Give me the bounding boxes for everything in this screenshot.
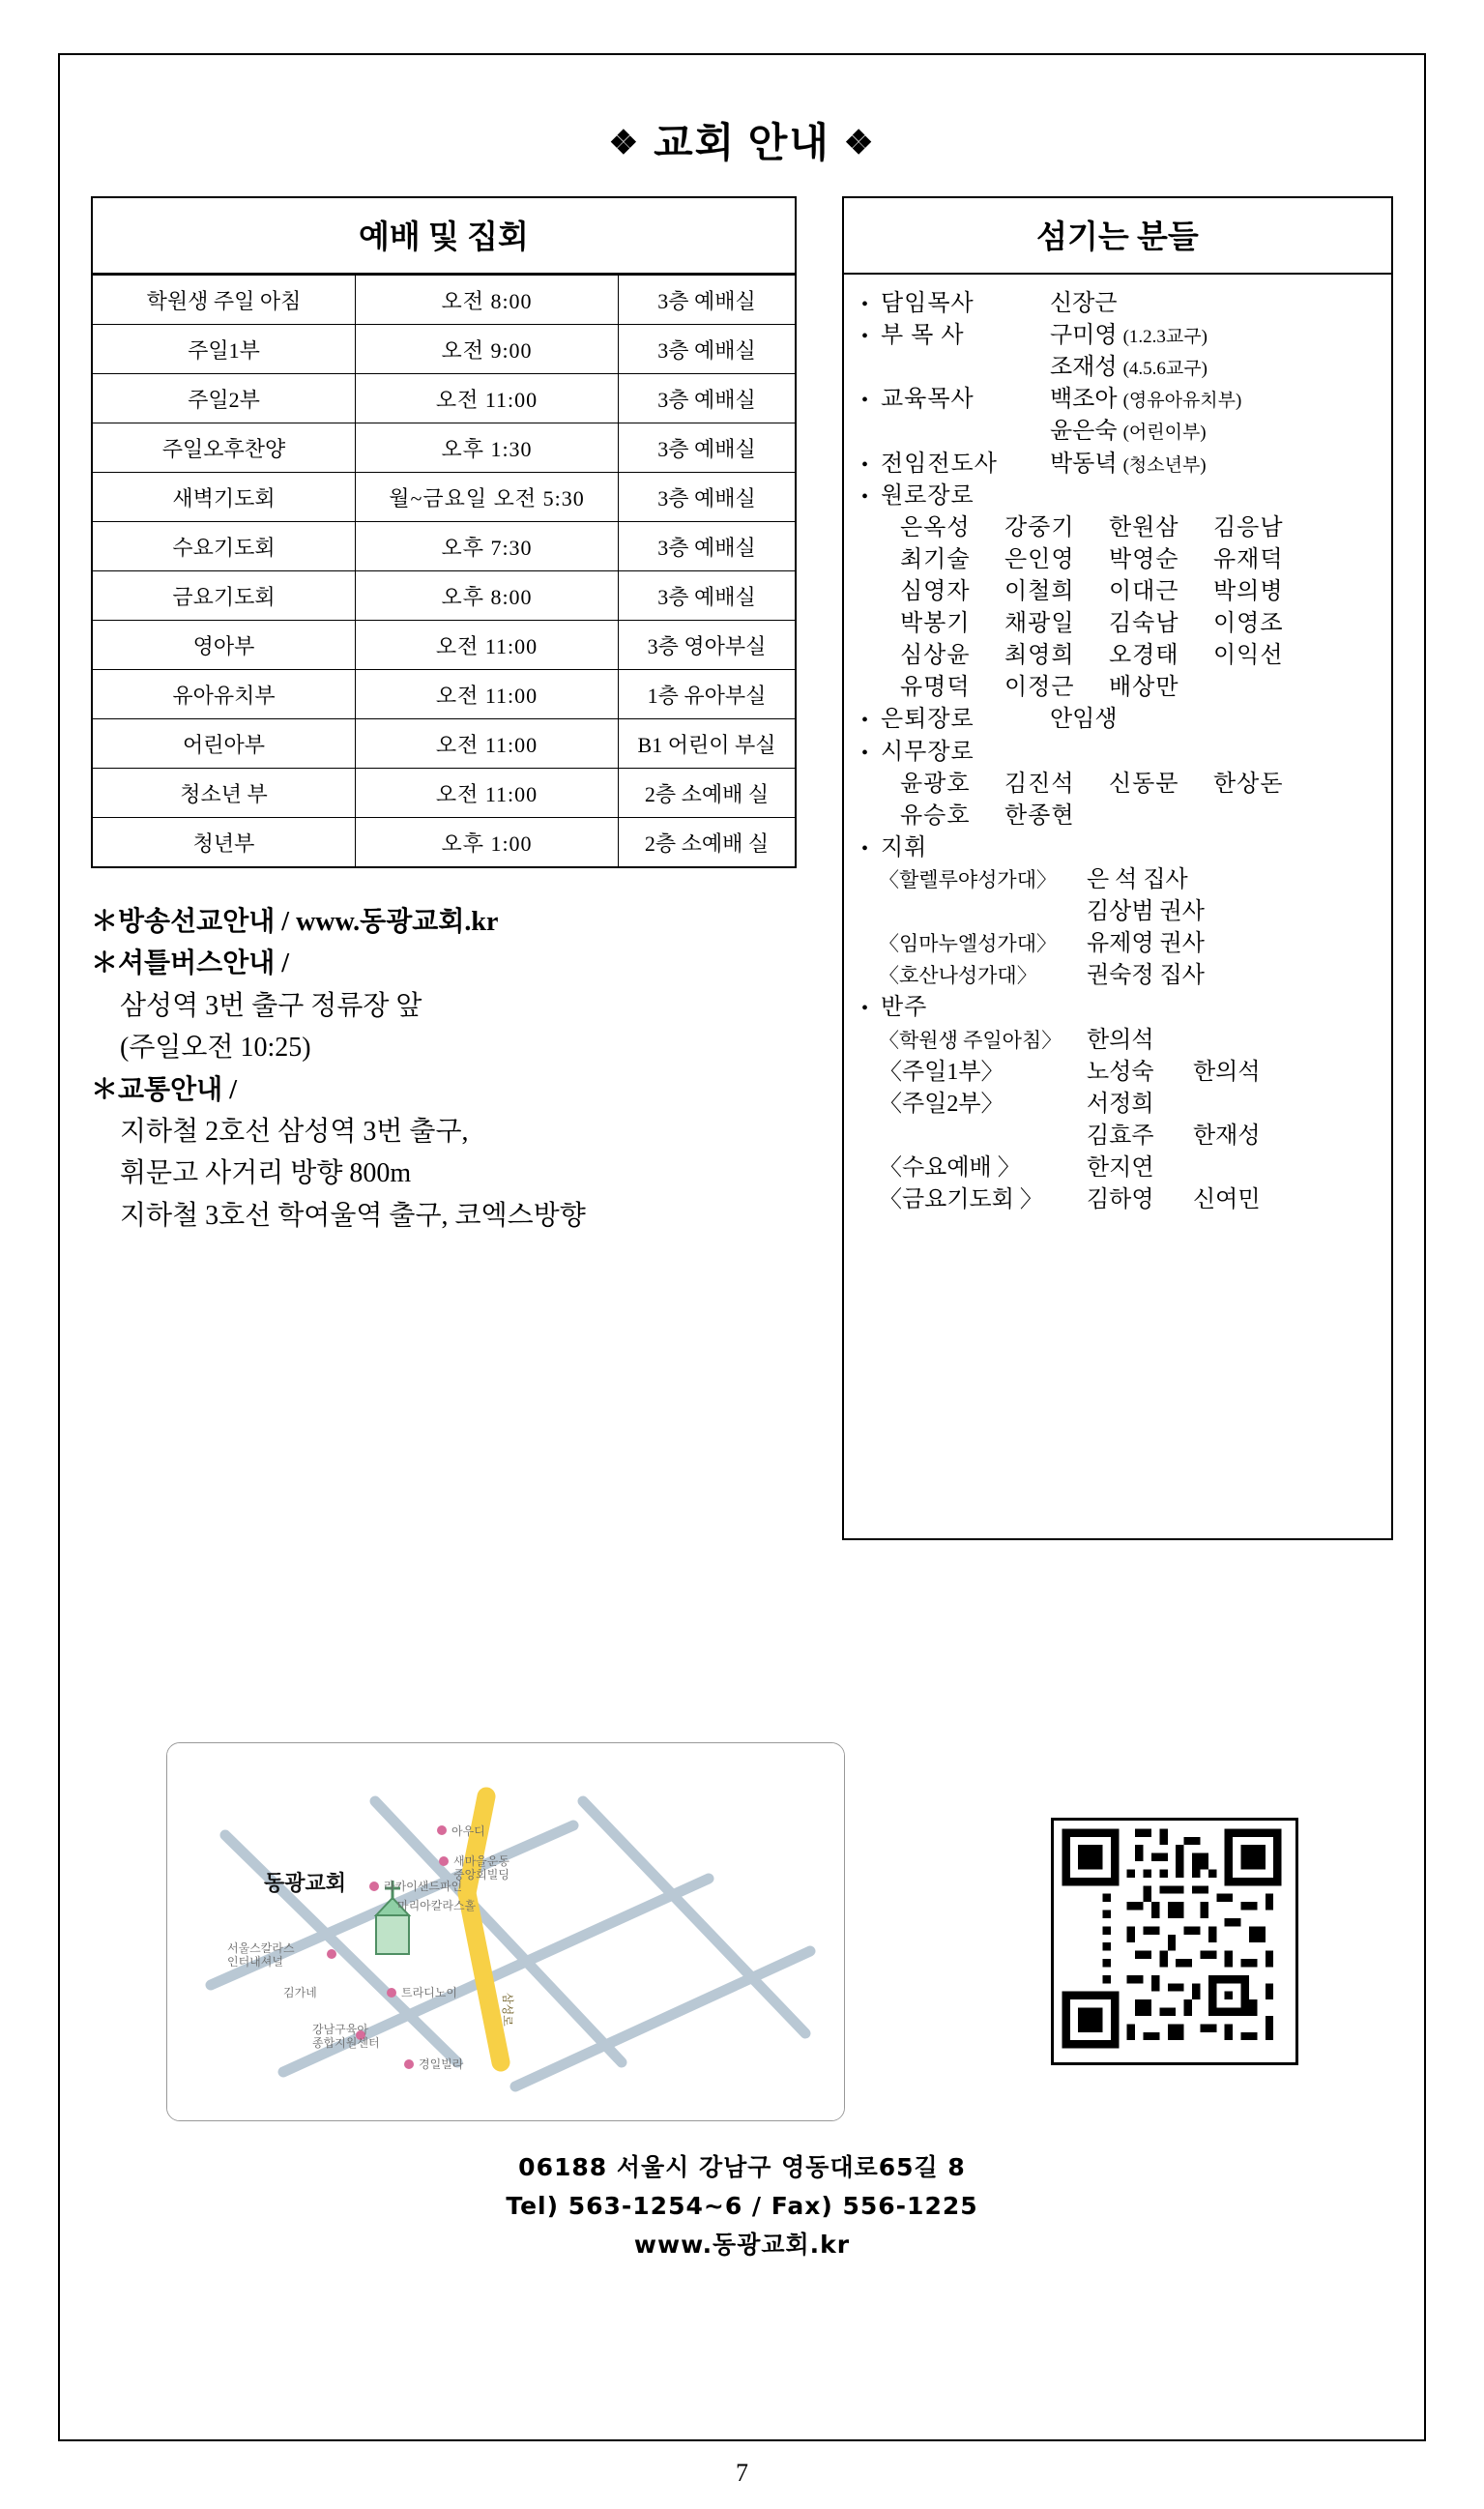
accompanist-name-2: 한의석 bbox=[1193, 1059, 1261, 1085]
elder-name: 오경태 bbox=[1109, 643, 1179, 669]
address-line: 06188 서울시 강남구 영동대로65길 8 bbox=[518, 2153, 966, 2181]
schedule-name: 영아부 bbox=[93, 621, 356, 670]
accompanist-name-1: 서정희 bbox=[1087, 1091, 1154, 1117]
notes-section bbox=[91, 901, 797, 1237]
schedule-name: 주일2부 bbox=[93, 374, 356, 423]
accompanist-name bbox=[1087, 1057, 1374, 1089]
schedule-time: 오전 11:00 bbox=[356, 670, 619, 719]
elder-name: 박의병 bbox=[1213, 578, 1284, 604]
schedule-place: 3층 예배실 bbox=[619, 325, 796, 374]
map-poi-label: 김가네 bbox=[283, 1986, 317, 1999]
accompanist-name-1: 김하영 bbox=[1087, 1187, 1154, 1213]
qr-code-svg bbox=[1054, 1821, 1290, 2057]
servant-row bbox=[861, 416, 1374, 448]
bullet-icon: • bbox=[861, 294, 869, 315]
accompanist-name-2: 한재성 bbox=[1193, 1123, 1261, 1149]
retired-elder-label: 은퇴장로 bbox=[881, 707, 975, 733]
schedule-name: 청소년 부 bbox=[93, 769, 356, 818]
servant-role: 교육목사 bbox=[881, 387, 975, 413]
servant-row bbox=[861, 320, 1374, 352]
schedule-time: 오후 7:30 bbox=[356, 522, 619, 571]
table-row bbox=[93, 719, 795, 769]
note-transit-walk: 휘문고 사거리 방향 800m bbox=[120, 1158, 412, 1189]
elder-name: 은인영 bbox=[1004, 546, 1075, 572]
elder-name: 윤광호 bbox=[900, 771, 971, 797]
serving-elders-label: 시무장로 bbox=[881, 739, 975, 765]
map-poi-label: 종합지원센터 bbox=[312, 2036, 380, 2050]
servant-name bbox=[1050, 449, 1374, 481]
servant-name bbox=[1050, 384, 1374, 416]
conductor-name: 은 석 집사 bbox=[1087, 866, 1188, 892]
qr-code[interactable] bbox=[1051, 1818, 1298, 2065]
schedule-name: 유아유치부 bbox=[93, 670, 356, 719]
schedule-heading: 예배 및 집회 bbox=[93, 198, 795, 275]
schedule-place: 3층 예배실 bbox=[619, 374, 796, 423]
bullet-icon: • bbox=[861, 453, 869, 476]
servant-role: 전임전도사 bbox=[881, 451, 998, 477]
servant-note: (어린이부) bbox=[1122, 423, 1207, 444]
map-poi-label: 중앙회빌딩 bbox=[453, 1868, 509, 1882]
servant-row bbox=[861, 384, 1374, 416]
serving-elders-row bbox=[861, 737, 1374, 769]
bullet-icon: • bbox=[861, 485, 869, 508]
elder-name: 김진석 bbox=[1004, 771, 1075, 797]
table-row bbox=[93, 769, 795, 818]
bottom-section bbox=[60, 1742, 1424, 2168]
table-row bbox=[93, 571, 795, 621]
schedule-time: 오전 11:00 bbox=[356, 374, 619, 423]
accompanists-label: 반주 bbox=[881, 995, 928, 1021]
elder-name: 채광일 bbox=[1004, 611, 1075, 637]
map-poi-label: 인터내셔널 bbox=[227, 1955, 283, 1969]
elder-name: 이영조 bbox=[1213, 611, 1284, 637]
map-poi-label: 마리아칼라스홀 bbox=[397, 1899, 477, 1912]
accompanist-name-1: 한지연 bbox=[1087, 1154, 1154, 1181]
servant-name-text: 윤은숙 bbox=[1050, 419, 1118, 445]
right-column bbox=[842, 196, 1393, 1540]
note-broadcast: ＊방송선교안내 / www.동광교회.kr bbox=[91, 907, 499, 937]
schedule-name: 주일1부 bbox=[93, 325, 356, 374]
servants-body bbox=[844, 275, 1391, 1216]
conductor-entry bbox=[861, 864, 1374, 896]
elder-name: 심상윤 bbox=[900, 643, 971, 669]
servant-name-text: 백조아 bbox=[1050, 387, 1118, 413]
bullet-icon: • bbox=[861, 998, 869, 1020]
choir-name: 〈호산나성가대〉 bbox=[879, 964, 1037, 988]
bullet-icon: • bbox=[861, 710, 869, 732]
accompanist-name bbox=[1087, 1184, 1374, 1216]
table-row bbox=[93, 818, 795, 867]
schedule-name: 주일오후찬양 bbox=[93, 423, 356, 473]
table-row bbox=[93, 423, 795, 473]
website-line: www.동광교회.kr bbox=[633, 2231, 851, 2259]
servant-note: (1.2.3교구) bbox=[1122, 327, 1208, 348]
schedule-time: 월~금요일 오전 5:30 bbox=[356, 473, 619, 522]
table-row bbox=[93, 276, 795, 325]
schedule-place: 2층 소예배 실 bbox=[619, 769, 796, 818]
map-poi-label: 아우디 bbox=[451, 1824, 485, 1838]
accompanists-row bbox=[861, 992, 1374, 1024]
elder-name: 한원삼 bbox=[1109, 514, 1179, 540]
serving-elders-line bbox=[861, 769, 1374, 801]
diamond-icon-right: ❖ bbox=[843, 126, 876, 161]
servant-role: 부 목 사 bbox=[881, 323, 965, 349]
schedule-time: 오전 11:00 bbox=[356, 719, 619, 769]
schedule-place: 3층 예배실 bbox=[619, 473, 796, 522]
table-row bbox=[93, 325, 795, 374]
service-name: 〈주일1부〉 bbox=[879, 1059, 1004, 1085]
servants-box bbox=[842, 196, 1393, 1540]
accompanist-entry bbox=[861, 1121, 1374, 1152]
elders-emeritus-line bbox=[861, 544, 1374, 576]
schedule-place: 3층 예배실 bbox=[619, 571, 796, 621]
map-poi-label: 경일빌라 bbox=[419, 2057, 464, 2071]
conductors-label: 지휘 bbox=[881, 834, 928, 861]
schedule-time: 오전 8:00 bbox=[356, 276, 619, 325]
location-map[interactable] bbox=[166, 1742, 845, 2121]
bullet-icon: • bbox=[861, 326, 869, 348]
schedule-time: 오후 1:30 bbox=[356, 423, 619, 473]
schedule-name: 청년부 bbox=[93, 818, 356, 867]
servant-name bbox=[1050, 320, 1374, 352]
service-name: 〈주일2부〉 bbox=[879, 1091, 1004, 1117]
elder-name: 박영순 bbox=[1109, 546, 1179, 572]
table-row bbox=[93, 670, 795, 719]
conductor-entry bbox=[861, 896, 1374, 928]
elder-name: 유명덕 bbox=[900, 675, 971, 701]
schedule-time: 오후 1:00 bbox=[356, 818, 619, 867]
note-transit-line2: 지하철 2호선 삼성역 3번 출구, bbox=[120, 1116, 469, 1147]
schedule-place: 3층 영아부실 bbox=[619, 621, 796, 670]
map-poi-label: 강남구육아 bbox=[312, 2023, 368, 2036]
servant-role: 담임목사 bbox=[881, 291, 975, 316]
accompanist-entry bbox=[861, 1184, 1374, 1216]
schedule-name: 금요기도회 bbox=[93, 571, 356, 621]
note-transit-line3: 지하철 3호선 학여울역 출구, 코엑스방향 bbox=[120, 1200, 586, 1231]
accompanist-name-1: 한의석 bbox=[1087, 1027, 1154, 1053]
elder-name: 박봉기 bbox=[900, 611, 971, 637]
elder-name: 최기술 bbox=[900, 546, 971, 572]
servants-heading: 섬기는 분들 bbox=[844, 198, 1391, 275]
elder-name: 한종현 bbox=[1004, 802, 1075, 829]
schedule-name: 어린아부 bbox=[93, 719, 356, 769]
accompanist-name bbox=[1087, 1152, 1374, 1184]
servant-name-text: 구미영 bbox=[1050, 323, 1118, 349]
schedule-box bbox=[91, 196, 797, 868]
elders-emeritus-line bbox=[861, 512, 1374, 544]
schedule-table bbox=[93, 275, 795, 866]
schedule-name: 수요기도회 bbox=[93, 522, 356, 571]
service-name: 〈학원생 주일아침〉 bbox=[879, 1028, 1062, 1052]
accompanist-name-1: 노성숙 bbox=[1087, 1059, 1154, 1085]
schedule-place: 3층 예배실 bbox=[619, 276, 796, 325]
table-row bbox=[93, 374, 795, 423]
conductor-name: 권숙정 집사 bbox=[1087, 963, 1205, 989]
servant-note: (영유아유치부) bbox=[1122, 391, 1242, 412]
bullet-icon: • bbox=[861, 390, 869, 412]
table-row bbox=[93, 522, 795, 571]
elder-name: 유승호 bbox=[900, 802, 971, 829]
elder-name: 신동문 bbox=[1109, 771, 1179, 797]
accompanist-name-2: 신여민 bbox=[1193, 1187, 1261, 1213]
retired-elder-name: 안임생 bbox=[1050, 707, 1118, 733]
schedule-place: 1층 유아부실 bbox=[619, 670, 796, 719]
diamond-icon-left: ❖ bbox=[608, 126, 641, 161]
map-svg bbox=[167, 1743, 844, 2120]
phone-line: Tel) 563-1254~6 / Fax) 556-1225 bbox=[506, 2192, 978, 2220]
schedule-name: 학원생 주일 아침 bbox=[93, 276, 356, 325]
note-shuttle-time: (주일오전 10:25) bbox=[120, 1033, 311, 1064]
schedule-time: 오후 8:00 bbox=[356, 571, 619, 621]
conductor-name: 유제영 권사 bbox=[1087, 931, 1205, 957]
note-shuttle: ＊셔틀버스안내 / bbox=[91, 948, 290, 979]
service-name: 〈수요예배 〉 bbox=[879, 1154, 1021, 1181]
accompanist-name bbox=[1087, 1121, 1374, 1152]
page-title bbox=[60, 111, 1424, 169]
elder-name: 이철희 bbox=[1004, 578, 1075, 604]
schedule-place: 3층 예배실 bbox=[619, 522, 796, 571]
elder-name: 이정근 bbox=[1004, 675, 1075, 701]
elders-emeritus-line bbox=[861, 576, 1374, 608]
left-column bbox=[91, 196, 797, 1540]
servant-name bbox=[1050, 416, 1374, 448]
elders-emeritus-row bbox=[861, 481, 1374, 512]
table-row bbox=[93, 621, 795, 670]
servant-name: 신장근 bbox=[1050, 291, 1118, 316]
elders-emeritus-line bbox=[861, 672, 1374, 704]
conductors-row bbox=[861, 832, 1374, 864]
schedule-name: 새벽기도회 bbox=[93, 473, 356, 522]
servant-name-text: 박동녁 bbox=[1050, 451, 1118, 477]
accompanist-name-1: 김효주 bbox=[1087, 1123, 1154, 1149]
schedule-time: 오전 9:00 bbox=[356, 325, 619, 374]
map-church-label: 동광교회 bbox=[264, 1872, 347, 1896]
elder-name: 은옥성 bbox=[900, 514, 971, 540]
elders-emeritus-line bbox=[861, 608, 1374, 640]
elder-name: 배상만 bbox=[1109, 675, 1179, 701]
elders-emeritus-label: 원로장로 bbox=[881, 482, 975, 509]
table-row bbox=[93, 473, 795, 522]
schedule-place: 2층 소예배 실 bbox=[619, 818, 796, 867]
elders-emeritus-line bbox=[861, 640, 1374, 672]
elder-name: 한상돈 bbox=[1213, 771, 1284, 797]
bullet-icon: • bbox=[861, 742, 869, 764]
servant-name-text: 조재성 bbox=[1050, 355, 1118, 381]
bullet-icon: • bbox=[861, 837, 869, 860]
map-poi-label: 새마을운동 bbox=[453, 1854, 509, 1868]
conductor-entry bbox=[861, 960, 1374, 992]
address-block bbox=[60, 2148, 1424, 2264]
elder-name: 유재덕 bbox=[1213, 546, 1284, 572]
elder-name: 심영자 bbox=[900, 578, 971, 604]
retired-elder-row bbox=[861, 704, 1374, 736]
accompanist-entry bbox=[861, 1152, 1374, 1184]
map-poi-label: 라카이샌드파인 bbox=[384, 1880, 463, 1893]
servant-name bbox=[1050, 352, 1374, 384]
accompanist-entry bbox=[861, 1089, 1374, 1121]
accompanist-entry bbox=[861, 1025, 1374, 1057]
servant-note: (청소년부) bbox=[1122, 454, 1207, 476]
servant-note: (4.5.6교구) bbox=[1122, 359, 1208, 380]
choir-name: 〈임마누엘성가대〉 bbox=[879, 932, 1058, 956]
map-road-label: 삼성로 bbox=[501, 1993, 514, 2027]
accompanist-name bbox=[1087, 1025, 1374, 1057]
content-columns bbox=[91, 196, 1393, 1540]
elder-name: 강중기 bbox=[1004, 514, 1075, 540]
map-poi-label: 트라디노이 bbox=[401, 1986, 457, 1999]
schedule-time: 오전 11:00 bbox=[356, 769, 619, 818]
servant-row bbox=[861, 449, 1374, 481]
schedule-place: B1 어린이 부실 bbox=[619, 719, 796, 769]
conductor-entry bbox=[861, 928, 1374, 960]
choir-name: 〈할렐루야성가대〉 bbox=[879, 867, 1058, 891]
servant-row bbox=[861, 352, 1374, 384]
elder-name: 김응남 bbox=[1213, 514, 1284, 540]
service-name: 〈금요기도회 〉 bbox=[879, 1187, 1043, 1213]
elder-name: 최영희 bbox=[1004, 643, 1075, 669]
page-number: 7 bbox=[736, 2459, 748, 2487]
page-title-text: 교회 안내 bbox=[654, 122, 830, 166]
accompanist-name bbox=[1087, 1089, 1374, 1121]
page-frame bbox=[58, 53, 1426, 2441]
serving-elders-line bbox=[861, 801, 1374, 832]
elder-name: 이대근 bbox=[1109, 578, 1179, 604]
note-transit: ＊교통안내 / bbox=[91, 1074, 237, 1105]
map-poi-label: 서울스칼라스 bbox=[227, 1941, 295, 1955]
conductor-name: 김상범 권사 bbox=[1087, 899, 1205, 925]
schedule-place: 3층 예배실 bbox=[619, 423, 796, 473]
note-shuttle-stop: 삼성역 3번 출구 정류장 앞 bbox=[120, 990, 422, 1021]
elder-name: 김숙남 bbox=[1109, 611, 1179, 637]
elder-name: 이익선 bbox=[1213, 643, 1284, 669]
servant-row bbox=[861, 288, 1374, 320]
accompanist-entry bbox=[861, 1057, 1374, 1089]
schedule-time: 오전 11:00 bbox=[356, 621, 619, 670]
